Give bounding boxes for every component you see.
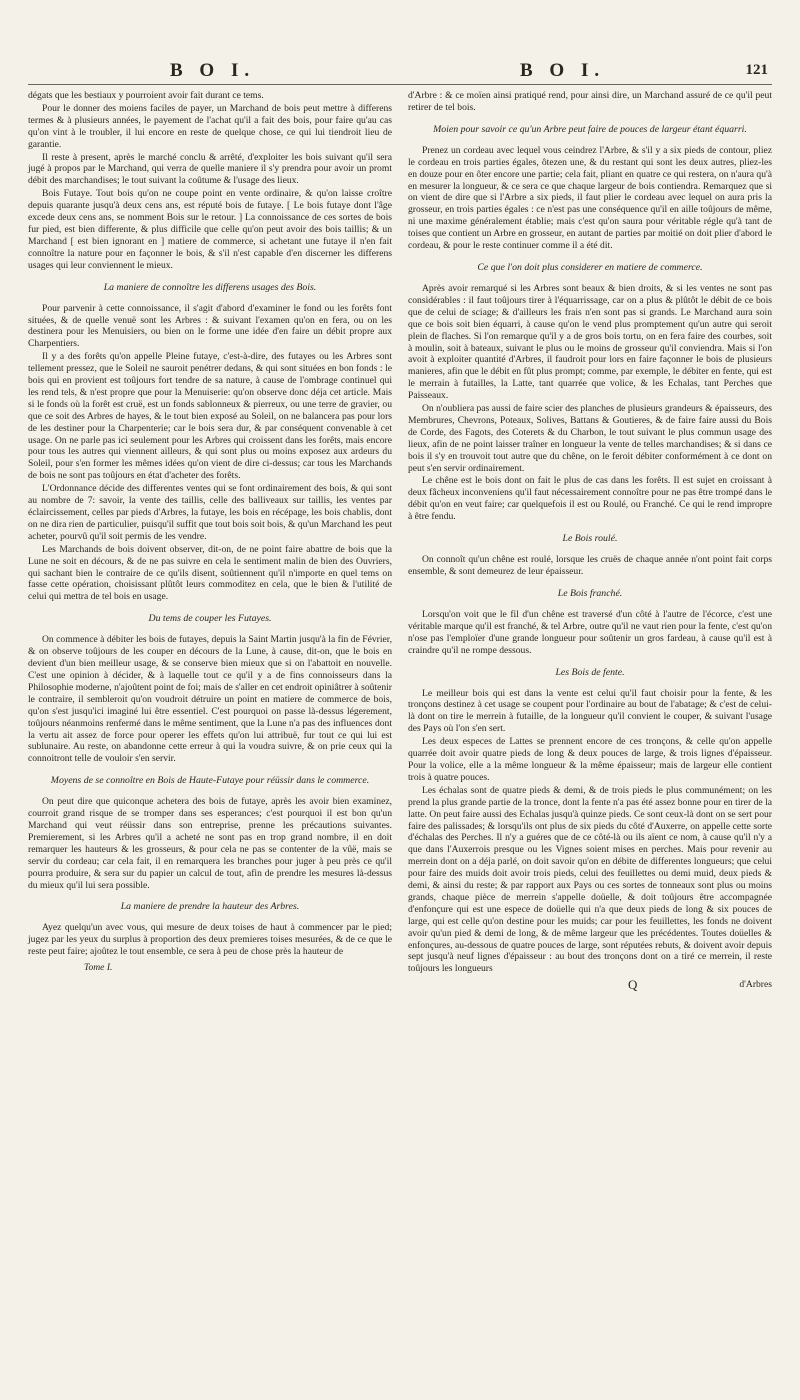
paragraph: Il reste à present, après le marché conclu & arrêté, d'exploiter les bois suivant qu'il sera jugé à propos par le Marchand, qui verra de quelle maniere il s'y prendra pour avoir un promt débit des marchandises; le tout suivant la coûtume & l'usage des lieux. xyxy=(28,151,392,187)
paragraph: d'Arbre : & ce moïen ainsi pratiqué rend, pour ainsi dire, un Marchand assuré de ce qu'il peut retirer de tel bois. xyxy=(408,90,772,113)
paragraph: Les deux especes de Lattes se prennent encore de ces tronçons, & celle qu'on appelle quarrée doit avoir quatre pieds de long & deux pouces de large, & trois lignes d'épaisseur. Pour la volice, elle a la même longueur & la même épaisseur; mais de largeur elle contient trois à quatre pouces. xyxy=(408,736,772,783)
paragraph: Pour parvenir à cette connoissance, il s'agit d'abord d'examiner le fond ou les forêts font situées, & de quelle venuë sont les Arbres : & suivant l'examen qu'on en fera, ou on les destinera pour les Menuisiers, ou bien on le forme une idée d'en faire un débit propre aux Charpentiers. xyxy=(28,302,392,350)
left-running-title: B O I. xyxy=(170,60,256,81)
paragraph: dégats que les bestiaux y pourroient avoir fait durant ce tems. xyxy=(28,90,264,101)
left-column xyxy=(28,90,392,991)
paragraph: On n'oubliera pas aussi de faire scier des planches de plusieurs grandeurs & épaisseurs, des Membrures, Chevrons, Poteaux, Solives, Battans & Goutieres, & de faire faire aussi du Bois de Corde, des Fagots, des Coterets & du Charbon, le tout suivant le plus commun usage des lieux, afin de ne point laisser traîner en longueur la vente de telles marchandises; & si dans ce bois il s'y en trouvoit tout autre que du chêne, on le feroit débiter conformément à ce dont on peut s'en servir ordinairement. xyxy=(408,403,772,474)
section-heading: La maniere de connoître les differens usages des Bois. xyxy=(103,281,317,293)
catchword-line xyxy=(408,979,772,991)
section-heading: Les Bois de fente. xyxy=(555,666,625,678)
left-column-body xyxy=(28,90,392,958)
paragraph: Le meilleur bois qui est dans la vente est celui qu'il faut choisir pour la fente, & les tronçons destinez à cet usage se coupent pour l'ordinaire au bout de l'abatage; & c'est de celui-là dont on tire le merrein à futaille, de la longueur qu'il convient le couper, & suivant l'usage des Pays où l'on s'en sert. xyxy=(408,687,772,735)
paragraph: L'Ordonnance décide des differentes ventes qui se font ordinairement des bois, & qui sont au nombre de 7: savoir, la vente des taillis, celle des balliveaux sur taillis, les ventes par éclaircissement, celles par pieds d'Arbres, la futaye, les bois en récépage, les bois chablis, dont on ne dira rien de particulier, puisqu'il suffit que tout bois soit bois, & qu'un Marchand les peut acheter, pourvû qu'il soit permis de les vendre. xyxy=(28,483,392,542)
volume-signature: Tome I. xyxy=(84,962,113,974)
header-rule xyxy=(28,84,772,85)
section-heading: Du tems de couper les Futayes. xyxy=(148,613,272,625)
paragraph: On commence à débiter les bois de futayes, depuis la Saint Martin jusqu'à la fin de Février, & on observe toûjours de les couper en décours de la Lune, à cause, dit-on, que le bois en devient d'un bien meilleur usage, & se conserve bien mieux que si on l'abattoit en nouvelle. C'est une opinion à décider, & à laquelle tout ce qu'il y a de fins connoisseurs dans la Philosophie moderne, n'ajoûtent point de foi; mais de s'aller en cet endroit opiniâtrer à soûtenir le contraire, il sembleroit qu'on voudroit détruire un point en matiere de commerce de bois, qu'on s'est jusqu'ici imaginé lui être essentiel. C'est pourquoi on passe là-dessus légerement, toûjours néanmoins renfermé dans le même sentiment, que la Lune n'a pas des influences dont la vertu ait assez de force pour operer les effets qu'on lui attribuë, fur tout ce qui lui est sublunaire. Au reste, on abandonne cette erreur à qui la voudra suivre, & on prie ceux qui la connoitront telle de vouloir s'en servir. xyxy=(28,634,392,765)
right-running-title: B O I. xyxy=(520,60,606,81)
gathering-signature: Q xyxy=(628,977,638,993)
page-number: 121 xyxy=(745,62,768,78)
right-column xyxy=(408,90,772,991)
catchword: d'Arbres xyxy=(739,979,772,991)
section-heading: Le Bois roulé. xyxy=(562,533,618,545)
paragraph: Le chêne est le bois dont on fait le plus de cas dans les forêts. Il est sujet en croissant à deux fâcheux inconveniens qu'il faut nécessairement connoître pour ne pas être trompé dans le débit qu'on en veut faire; car quelquefois il est ou Roulé, ou Franché. Ce qui le rend impropre à être fendu. xyxy=(408,475,772,523)
section-heading: Le Bois franché. xyxy=(557,587,623,599)
paragraph: On peut dire que quiconque achetera des bois de futaye, après les avoir bien examinez, courroit grand risque de se tromper dans ses esperances; c'est pourquoi il est bon qu'un Marchand qui veut réüssir dans son entreprise, prenne les précautions suivantes. Premierement, si les Arbres qu'il a acheté ne sont pas en trop grand nombre, il en doit remarquer les hauteurs & les grosseurs, & pour cela ne pas se contenter de la vûë, mais se servir du cordeau; car cela fait, il en remarquera les branches pour juger à peu près ce qu'il pourra produire, & sera sur du papier un calcul de tout, afin de prendre les mesures là-dessus du mieux qu'il lui sera possible. xyxy=(28,796,392,891)
section-heading: Moyens de se connoître en Bois de Haute-Futaye pour réüssir dans le commerce. xyxy=(50,775,370,787)
paragraph: Après avoir remarqué si les Arbres sont beaux & bien droits, & si les ventes ne sont pas considérables : il faut toûjours tirer à l'équarrissage, car on a plus & plûtôt le débit de ce bois que de celui de sciage; & d'ailleurs les frais n'en sont pas si grands. Le Marchand aura soin que ce bois soit bien équarri, à cause qu'on le vend plus promptement qu'un autre qui seroit plein de flaches. Si l'on remarque qu'il y a de gros bois tortu, on en fera faire des courbes, soit à moulin, soit à bateaux, suivant le plus ou le moins de grosseur qu'il conviendra. Mais si l'on avoit à exploiter quantité d'Arbres, il faudroit pour lors en faire façonner le bois de plusieurs manieres, afin que le débit en fût plus prompt; comme, par exemple, le débiter en fente, qui est le merrain à futailles, la Latte, tant quarrée que volice, & les Echalas, tant Perches que Paisseaux. xyxy=(408,282,772,402)
paragraph: Bois Futaye. Tout bois qu'on ne coupe point en vente ordinaire, & qu'on laisse croître depuis quarante jusqu'à deux cens ans, est réputé bois de futaye. [ Le bois futaye dont l'âge excede deux cens ans, se nomment Bois sur le retour. ] La connoissance de ces sortes de bois fur pied, est bien differente, & plus difficile que celle qu'on peut avoir des bois taillis; & un Marchand [ est bien ignorant en ] matiere de commerce, si achetant une futaye il n'en fait connoître la nature pour en façonner le bois, & s'il n'est capable d'en discerner les differens usages qui leur conviennent le mieux. xyxy=(28,188,392,271)
paragraph: Les échalas sont de quatre pieds & demi, & de trois pieds le plus communément; on les prend la plus grande partie de la tronce, dont la fente n'a pas été assez bonne pour en tirer de la latte. On peut faire aussi des Echalas jusqu'à quinze pieds. Ce sont ceux-là dont on se sert pour faire des palissades; & lorsqu'ils ont plus de six pieds du côté d'Auxerre, on appelle cette sorte d'échalas des Perches. Il n'y a guéres que de ce côté-là ou ils aïent ce nom, à cause qu'il n'y a que dans l'Auxerrois presque ou les Vignes soient mises en perches. Mais pour revenir au merrein dont on a déja parlé, on doit savoir qu'on en débite de differentes longueurs; que celui pour faire des muids doit avoir trois pieds, celui des feuillettes ou demi muid, deux pieds & demi, & ainsi du reste; & par rapport aux Pays ou ces sortes de tonneaux sont plus ou moins grands, chaque pièce de merrein s'appelle doüelle, & doit toûjours être accompagnée d'enfonçure qui est une espece de doüelle qui n'a que deux pieds de long & six pouces de large, qui est celle qu'on destine pour les muids; car pour les feuillettes, les fonds ne doivent avoir qu'un pied & demi de long, & de même largeur que les précédentes. Toutes doüelles & enfonçures, au-dessous de quatre pouces de large, sont réputées rebuts, & doivent avoir depuis sept jusqu'à neuf lignes d'épaisseur : au bout des tronçons dont on a tiré ce merrein, il reste toûjours les longueurs xyxy=(408,784,772,975)
paragraph: Lorsqu'on voit que le fil d'un chêne est traversé d'un côté à l'autre de l'écorce, c'est une véritable marque qu'il est franché, & tel Arbre, outre qu'il ne vaut rien pour la fente, c'est qu'on n'ose pas l'emploïer d'une grande longueur pour soûtenir un gros fardeau, à cause qu'il est à craindre qu'il ne rompe dessous. xyxy=(408,608,772,656)
right-column-body xyxy=(408,90,772,975)
two-column-body xyxy=(28,90,772,991)
paragraph: On connoît qu'un chêne est roulé, lorsque les cruës de chaque année n'ont point fait corps ensemble, & sont demeurez de leur épaisseur. xyxy=(408,554,772,577)
paragraph: Il y a des forêts qu'on appelle Pleine futaye, c'est-à-dire, des futayes ou les Arbres sont tellement pressez, que le Soleil ne sauroit penétrer dedans, & qui sont situées en bon fonds : le bois qui en provient est toûjours fort tendre de sa nature, à cause de l'ombrage continuel qui les rend tels, & n'est propre que pour la Menuiserie: qu'on observe donc déja cet article. Mais si le fonds où la forêt est cruë, est un fonds sablonneux & pierreux, ou une terre de gravier, ou que ce soit des Arbres de hayes, & le tout bien exposé au Soleil, on ne balancera pas pour lors de les destiner pour la Charpenterie; car le bois sera dur, & par conséquent convenable à cet usage. On ne parle pas ici seulement pour les Arbres qui croissent dans les forêts, mais encore pour tous les autres qui viennent ailleurs, & qui sont plus ou moins exposez aux ardeurs du Soleil, pour s'en former les mêmes idées qu'on vient de dire ci-dessus; car tous les Marchands de bois ne sont pas toûjours en état d'acheter des forêts. xyxy=(28,351,392,482)
paragraph: Prenez un cordeau avec lequel vous ceindrez l'Arbre, & s'il y a six pieds de contour, pliez le cordeau en trois parties égales, ôtezen une, & du restant qui sont les deux autres, pliez-les en douze pour en ôter encore une partie; cela fait, pliant en quatre ce qui restera, on n'aura qu'à en mesurer la longueur, & ce sera ce que chaque largeur de bois contiendra. Remarquez que si on vient de dire que si l'Arbre a six pieds, il faut plier le cordeau avec lequel on aura pris la grosseur, en trois parties égales : ce n'est pas une conséquence qu'il en aille toûjours de même, ni une maxime généralement établie; mais c'est qu'on saura pour véritable régle qu'à tant de toises que contient un Arbre en grosseur, en autant de parties par moitié on doit plier d'abord le cordeau, & pour le reste continuer comme il a été dit. xyxy=(408,144,772,252)
paragraph: Les Marchands de bois doivent observer, dit-on, de ne point faire abattre de bois que la Lune ne soit en décours, & de ne pas suivre en cela le sentiment malin de bien des Ouvriers, qui sachant bien le contraire de ce qu'ils disent, soûtiennent qu'il n'importe en quel tems on fasse cette opération, choisissant plûtôt leurs commoditez en cela, que le bien & l'utilité de celui qui mettra de tel bois en usage. xyxy=(28,543,392,603)
paragraph: Ayez quelqu'un avec vous, qui mesure de deux toises de haut à commencer par le pied; jugez par les yeux du surplus à proportion des deux premieres toises mesurées, & de ce que le reste peut faire; ajoûtez le tout ensemble, ce sera à peu de chose près la hauteur de xyxy=(28,922,392,958)
section-heading: La maniere de prendre la hauteur des Arbres. xyxy=(120,901,300,913)
section-heading: Ce que l'on doit plus considerer en matiere de commerce. xyxy=(477,261,703,273)
paragraph: Pour le donner des moiens faciles de payer, un Marchand de bois peut mettre à differens termes & à plusieurs années, le payement de l'achat qu'il a fait des bois, pour faire qu'au cas qu'on vint à le troubler, il lui encore en reste de quelque chose, ce qui lui tiendroit lieu de garantie. xyxy=(28,102,392,150)
section-heading: Moien pour savoir ce qu'un Arbre peut faire de pouces de largeur étant équarri. xyxy=(433,123,747,135)
